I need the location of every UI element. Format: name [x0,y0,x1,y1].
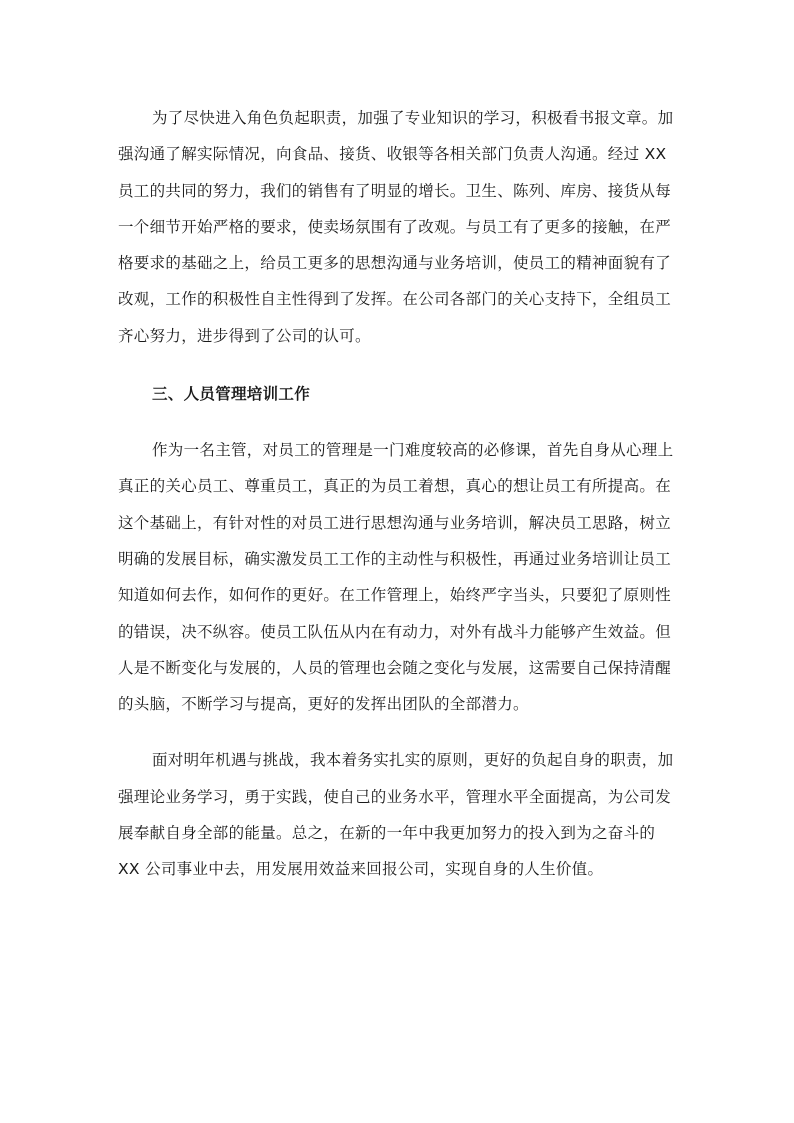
document-page [118,100,678,888]
paragraph-line: 人是不断变化与发展的，人员的管理也会随之变化与发展，这需要自己保持清醒 [118,658,672,677]
paragraph-line: 强沟通了解实际情况，向食品、接货、收银等各相关部门负责人沟通。经过 XX [118,145,667,164]
paragraph-work-improvement [118,100,678,354]
paragraph-line: 格要求的基础之上，给员工更多的思想沟通与业务培训，使员工的精神面貌有了 [118,254,672,273]
paragraph-line: 这个基础上，有针对性的对员工进行思想沟通与业务培训，解决员工思路，树立 [118,513,672,532]
paragraph-line: 面对明年机遇与挑战，我本着务实扎实的原则，更好的负起自身的职责，加 [152,751,674,770]
paragraph-line: 真正的关心员工、尊重员工，真正的为员工着想，真心的想让员工有所提高。在 [118,477,672,496]
paragraph-line: 的头脑，不断学习与提高，更好的发挥出团队的全部潜力。 [118,695,529,714]
paragraph-line: 齐心努力，进步得到了公司的认可。 [118,326,371,345]
section-heading-staff-training: 三、人员管理培训工作 [152,385,311,404]
paragraph-staff-management [118,432,678,722]
paragraph-future-outlook [118,742,678,887]
paragraph-line: 改观，工作的积极性自主性得到了发挥。在公司各部门的关心支持下，全组员工 [118,290,672,309]
paragraph-line: 强理论业务学习，勇于实践，使自己的业务水平，管理水平全面提高，为公司发 [118,787,672,806]
paragraph-line: 员工的共同的努力，我们的销售有了明显的增长。卫生、陈列、库房、接货从每 [118,181,672,200]
paragraph-line: 知道如何去作，如何作的更好。在工作管理上，始终严字当头，只要犯了原则性 [118,586,672,605]
paragraph-line: 为了尽快进入角色负起职责，加强了专业知识的学习，积极看书报文章。加 [152,109,674,127]
paragraph-line: 展奉献自身全部的能量。总之，在新的一年中我更加努力的投入到为之奋斗的 [118,824,656,843]
paragraph-line: 一个细节开始严格的要求，使卖场氛围有了改观。与员工有了更多的接触，在严 [118,217,672,236]
paragraph-line: 的错误，决不纵容。使员工队伍从内在有动力，对外有战斗力能够产生效益。但 [118,622,672,641]
paragraph-line: 明确的发展目标，确实激发员工工作的主动性与积极性，再通过业务培训让员工 [118,549,672,568]
paragraph-line: XX 公司事业中去，用发展用效益来回报公司，实现自身的人生价值。 [118,860,604,879]
paragraph-line: 作为一名主管，对员工的管理是一门难度较高的必修课，首先自身从心理上 [152,441,674,460]
